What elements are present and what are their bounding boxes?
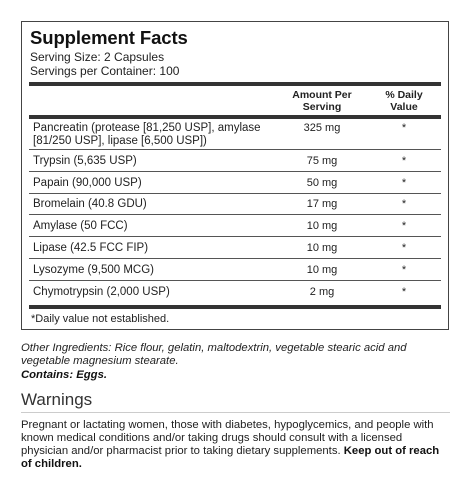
amount-per-serving-header: Amount Per Serving xyxy=(292,89,352,113)
servings-per-container: Servings per Container: 100 xyxy=(30,64,180,78)
allergen-contains: Contains: Eggs. xyxy=(21,369,107,381)
supplement-facts-panel xyxy=(21,21,449,330)
table-bottom-divider xyxy=(29,305,441,309)
ingredient-amount: 75 mg xyxy=(306,155,338,167)
table-top-divider xyxy=(29,115,441,119)
ingredient-name: Papain (90,000 USP) xyxy=(33,177,142,189)
ingredient-daily-value: * xyxy=(401,220,407,232)
ingredient-name: Trypsin (5,635 USP) xyxy=(33,155,137,167)
daily-value-header: % Daily Value xyxy=(385,89,423,113)
ingredient-amount: 50 mg xyxy=(306,177,338,189)
row-divider xyxy=(29,236,441,237)
ingredient-name: Lipase (42.5 FCC FIP) xyxy=(33,242,149,254)
ingredient-name: Lysozyme (9,500 MCG) xyxy=(33,264,154,276)
ingredient-daily-value: * xyxy=(401,242,407,254)
ingredient-name: Pancreatin (protease [81,250 USP], amylase [81/250 USP], lipase [6,500 USP]) xyxy=(33,122,261,147)
serving-size: Serving Size: 2 Capsules xyxy=(30,50,165,64)
ingredient-daily-value: * xyxy=(401,122,407,134)
ingredient-amount: 10 mg xyxy=(306,264,338,276)
ingredient-amount: 10 mg xyxy=(306,242,338,254)
ingredient-name: Bromelain (40.8 GDU) xyxy=(33,198,147,210)
warnings-body: Pregnant or lactating women, those with diabetes, hypoglycemics, and people with known medical conditions and/or taking drugs should consult with a licensed physician and/or pharmacist prior to taking dietary supplements. xyxy=(21,419,434,457)
ingredient-daily-value: * xyxy=(401,198,407,210)
warnings-divider xyxy=(21,412,450,413)
ingredient-amount: 2 mg xyxy=(309,286,335,298)
ingredient-daily-value: * xyxy=(401,177,407,189)
row-divider xyxy=(29,149,441,150)
warnings-text xyxy=(21,419,451,471)
ingredient-amount: 325 mg xyxy=(303,122,341,134)
row-divider xyxy=(29,171,441,172)
other-ingredients: Other Ingredients: Rice flour, gelatin, maltodextrin, vegetable stearic acid and vegetable magnesium stearate. xyxy=(21,342,407,367)
row-divider xyxy=(29,280,441,281)
ingredient-name: Amylase (50 FCC) xyxy=(33,220,128,232)
daily-value-footnote: *Daily value not established. xyxy=(31,313,170,325)
ingredient-name: Chymotrypsin (2,000 USP) xyxy=(33,286,170,298)
header-divider xyxy=(29,82,441,86)
row-divider xyxy=(29,214,441,215)
ingredient-amount: 10 mg xyxy=(306,220,338,232)
warnings-keep-out-of-reach: Keep out of reach of children. xyxy=(21,445,440,470)
ingredient-daily-value: * xyxy=(401,155,407,167)
warnings-heading: Warnings xyxy=(21,390,93,409)
ingredient-daily-value: * xyxy=(401,264,407,276)
row-divider xyxy=(29,258,441,259)
ingredient-daily-value: * xyxy=(401,286,407,298)
row-divider xyxy=(29,193,441,194)
ingredient-amount: 17 mg xyxy=(306,198,338,210)
facts-title: Supplement Facts xyxy=(30,27,188,48)
